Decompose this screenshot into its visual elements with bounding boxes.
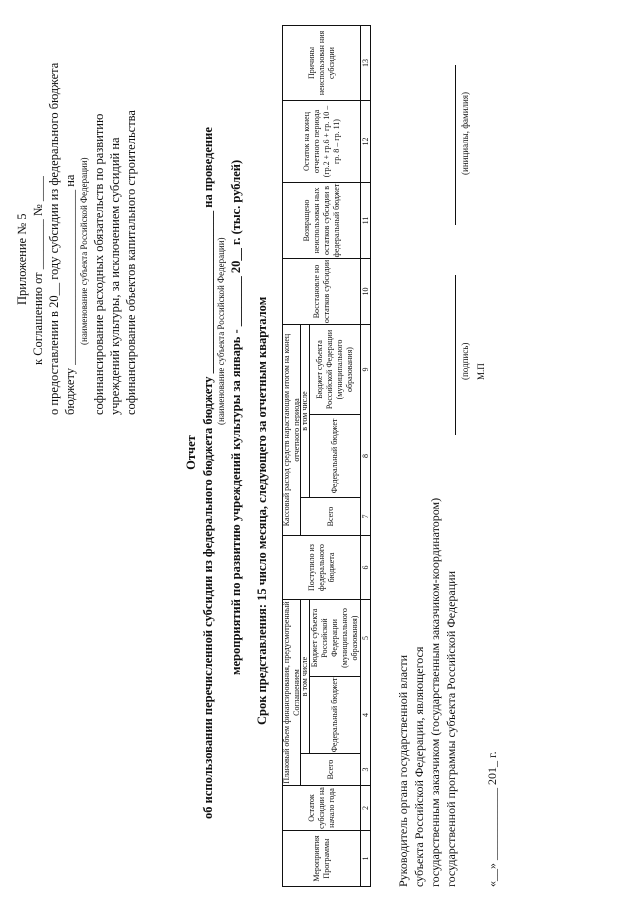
header-balance-start: Остаток субсидии на начало года	[306, 787, 336, 829]
appendix-agreement: к Соглашению от ________ № ____	[31, 176, 45, 365]
header-planned-federal: Федеральный бюджет	[330, 677, 339, 753]
report-deadline: Срок представления: 15 число месяца, следующего за отчетным кварталом	[255, 296, 269, 725]
colnum-9: 9	[360, 367, 370, 372]
colnum-5: 5	[360, 636, 370, 640]
header-cash-incl: в том числе	[300, 391, 309, 431]
colnum-8: 8	[360, 454, 370, 458]
report-subtitle: об использовании перечисленной субсидии из федерального бюджета бюджету __________________________ на проведение	[201, 127, 215, 819]
header-received: Поступило из федерального бюджета	[306, 544, 336, 591]
header-cash-total: Всего	[325, 506, 335, 527]
header-events: Мероприятия Программы	[311, 835, 331, 882]
header-cash-federal: Федеральный бюджет	[330, 418, 339, 494]
report-period: мероприятий по развитию учреждений культуры за январь - ________ 20__ г. (тыс. рублей)	[229, 159, 243, 675]
signature-date: «__» ____________ 201_ г.	[485, 751, 499, 887]
colnum-11: 11	[360, 216, 370, 225]
header-planned-group: Плановый объем финансирования, предусмотренный Соглашением	[281, 601, 301, 784]
colnum-10: 10	[360, 287, 370, 296]
appendix-budget-line: бюджету ____________________________ на	[63, 174, 77, 415]
signature-caption: (подпись)	[460, 342, 470, 380]
signature-title-1: Руководитель органа государственной власти	[396, 654, 410, 887]
report-subject-caption: (наименование субъекта Российской Федерации)	[216, 237, 226, 425]
signature-title-4: государственной программы субъекта Российской Федерации	[444, 571, 458, 887]
colnum-4: 4	[360, 713, 370, 717]
appendix-subsidy-year: о предоставлении в 20__ году субсидии из федерального бюджета	[47, 62, 61, 415]
header-returned: Возвращено неиспользован ных остатков субсидии в федеральный бюджет	[301, 183, 341, 258]
colnum-3: 3	[360, 767, 370, 772]
signature-title-2: субъекта Российской Федерации, являющегося	[412, 646, 426, 887]
colnum-6: 6	[360, 565, 370, 570]
colnum-2: 2	[360, 806, 370, 810]
header-planned-total: Всего	[325, 759, 335, 780]
header-planned-subject: Бюджет субъекта Российской Федерации (муниципального образования)	[310, 608, 359, 668]
report-title: Отчет	[184, 435, 198, 470]
signature-line	[455, 275, 456, 435]
name-caption: (инициалы, фамилия)	[460, 92, 470, 175]
appendix-number: Приложение № 5	[15, 213, 29, 305]
header-cash-subject: Бюджет субъекта Российской Федерации (муниципального образования)	[315, 329, 354, 410]
appendix-subject-caption: (наименование субъекта Российской Федерации)	[79, 157, 89, 345]
colnum-7: 7	[360, 514, 370, 519]
colnum-13: 13	[360, 59, 370, 67]
signature-title-3: государственным заказчиком (государственным заказчиком-координатором)	[428, 497, 442, 887]
header-reasons: Причины неиспользован ния субсидии	[306, 30, 336, 96]
appendix-cofinancing: софинансирование расходных обязательств по развитию	[92, 113, 106, 415]
header-restored: Восстановле но остатков субсидии	[311, 259, 331, 324]
name-line	[455, 65, 456, 225]
header-planned-incl: в том числе	[300, 656, 309, 697]
header-cash-group: Кассовый расход средств нарастающим итогом на конец отчетного периода	[281, 333, 301, 527]
header-balance-end: Остаток на конец отчетного периода (гр.2 + гр.6 + гр. 10 – гр. 8 – гр. 11)	[301, 105, 341, 178]
colnum-12: 12	[360, 137, 370, 146]
colnum-1: 1	[360, 856, 370, 861]
appendix-capital: софинансирование объектов капитального строительства	[124, 110, 138, 415]
stamp-mark: М.П	[476, 363, 486, 380]
appendix-institutions: учреждений культуры, за исключением субсидий на	[108, 137, 122, 415]
